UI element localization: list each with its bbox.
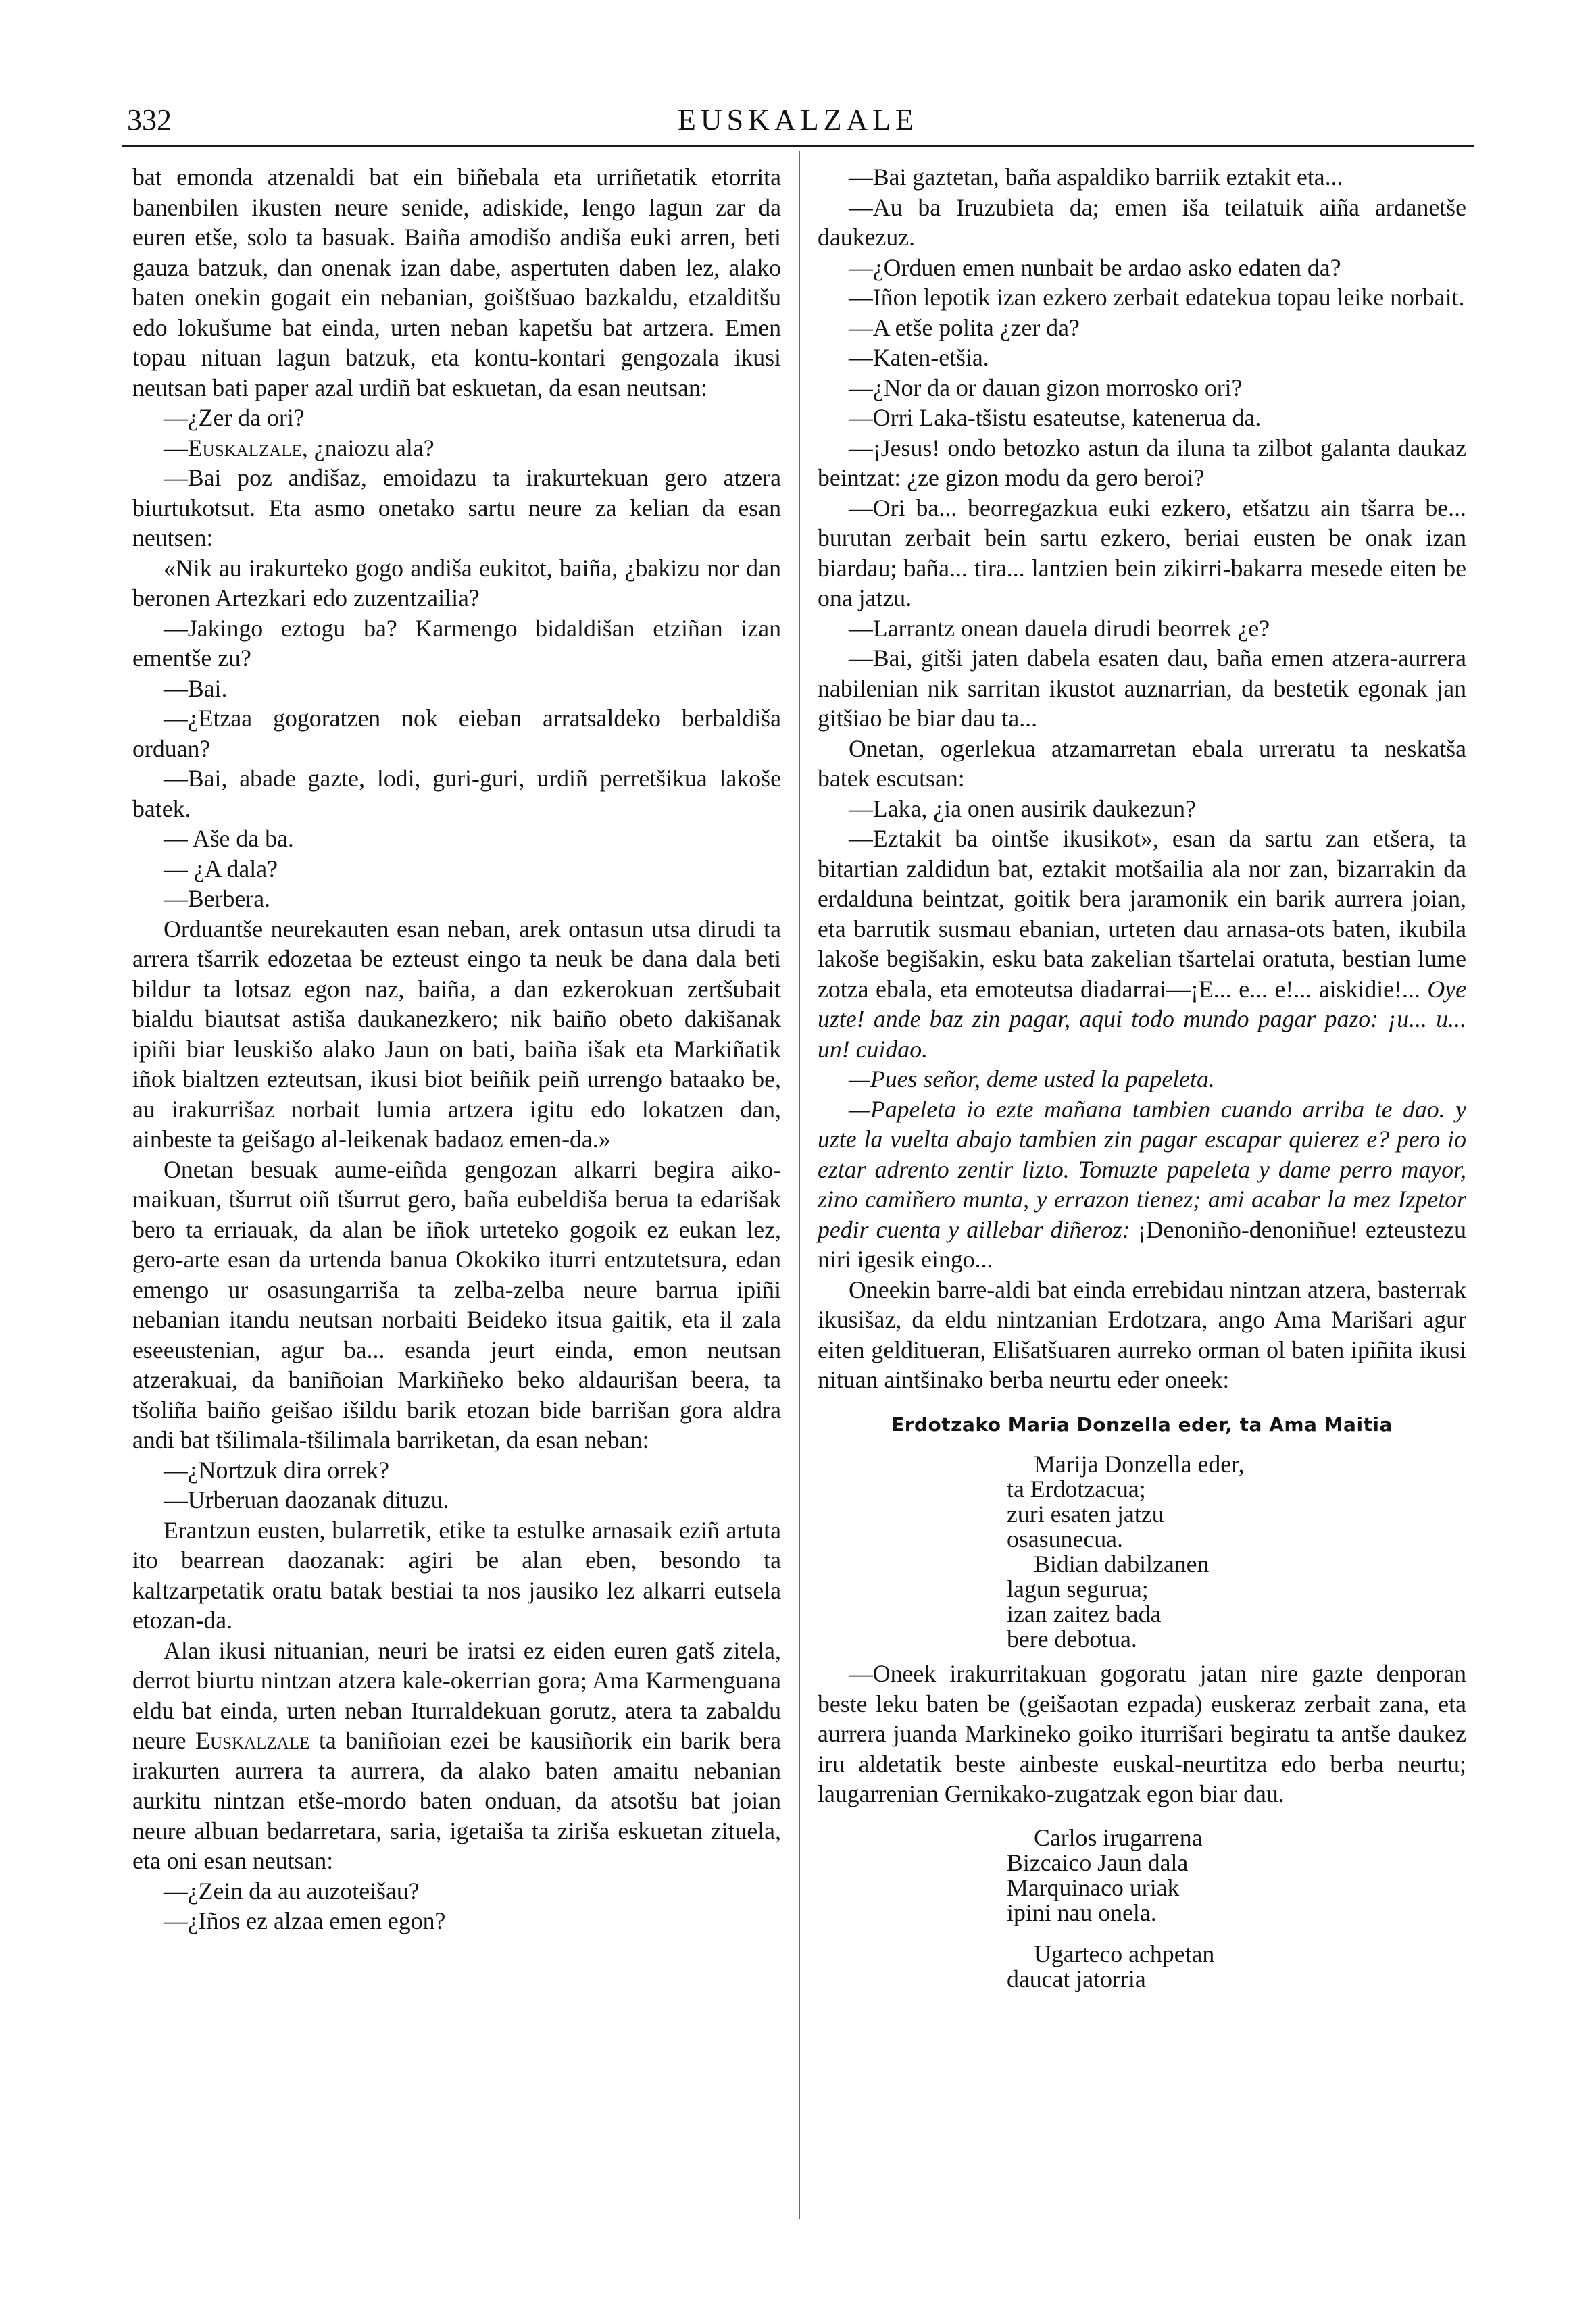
verse-line: Marquinaco uriak xyxy=(1007,1873,1180,1901)
paragraph xyxy=(818,824,1466,1064)
dialogue-line: —¿Orduen emen nunbait be ardao asko edaten da? xyxy=(849,253,1341,281)
dialogue-line xyxy=(132,433,781,463)
page-header xyxy=(122,100,1474,141)
verse-inscription-markina xyxy=(1007,1823,1466,1926)
verse-line: zuri esaten jatzu xyxy=(1007,1501,1164,1528)
dialogue-line: —Bai gaztetan, baña aspaldiko barriik eztakit eta... xyxy=(849,164,1343,191)
verse-line: daucat jatorria xyxy=(1007,1965,1146,1992)
header-rule xyxy=(122,145,1474,147)
verse-line: ta Erdotzacua; xyxy=(1007,1476,1146,1503)
paragraph xyxy=(132,1636,781,1876)
paragraph: Erantzun eusten, bularretik, etike ta estulke arnasaik eziñ artuta ito bearrean daozanak: agiri be alan eben, besondo ta kaltzarpetatik oratu batak bestiai ta nos jausiko lez alkarri eutsela etozan-da. xyxy=(132,1516,781,1634)
verse-inscription-ugarte xyxy=(1007,1942,1466,1992)
spanish-speech: —Papeleta io ezte mañana tambien cuando arriba te dao. y uzte la vuelta abajo tambien zin pagar escapar quierez e? pero io eztar adrento zentir lizto. Tomuzte papeleta y dame perro mayor, zino camiñero munta, y errazon tienez; ami acabar la mez Izpetor pedir cuenta y aillebar diñeroz: xyxy=(818,1095,1466,1243)
right-column xyxy=(818,162,1466,1998)
paragraph xyxy=(818,1095,1466,1275)
paragraph: «Nik au irakurteko gogo andiša eukitot, baiña, ¿bakizu nor dan beronen Artezkari edo zuzentzailia? xyxy=(132,554,781,611)
verse-inscription-erdotza xyxy=(1007,1452,1466,1652)
text-run: — xyxy=(164,434,188,461)
dialogue-line: —A etše polita ¿zer da? xyxy=(849,313,1080,341)
journal-name: Euskalzale xyxy=(195,1727,310,1754)
paragraph: Onetan besuak aume-eiñda gengozan alkarri begira aiko-maikuan, tšurrut oiñ tšurrut gero, baña eubeldiša berua ta edarišak bero ta erriauak, da alan be iñok urteteko gogoik ez eukan lez, gero-arte esan da urtenda banua Okokiko iturri entzutetsura, edan emengo ur osasungarriša ta zelba-zelba neure barrua ipiñi nebanian itandu neutsan norbaiti Beideko itsua gaitik, eta il zala eseeustenian, agur ba... esanda jeurt einda, emon neutsan atzerakuai, da baniñoian Markiñeko beko aldaurišan beera, ta tšoliña baiño geišao išildu barik etozan bide barrišan gora aldra andi bat tšilimala-tšilimala barriketan, da esan neban: xyxy=(132,1155,781,1453)
dialogue-line: — ¿A dala? xyxy=(164,855,278,882)
verse-line: Ugarteco achpetan xyxy=(1034,1940,1215,1967)
verse-line: bere debotua. xyxy=(1007,1626,1137,1653)
inscription-heading: Erdotzako Maria Donzella eder, ta Ama Maitia xyxy=(891,1413,1393,1436)
column-divider xyxy=(799,151,800,2219)
verse-line: ipini nau onela. xyxy=(1007,1898,1157,1926)
dialogue-line: —Berbera. xyxy=(164,885,271,912)
text-run: , ¿naiozu ala? xyxy=(301,434,434,461)
dialogue-line: —Bai. xyxy=(164,674,228,702)
verse-line: lagun segurua; xyxy=(1007,1576,1149,1603)
text-run: Alan ikusi nituanian, neuri be iratsi ez eiden euren gatš zitela, derrot biurtu nintzan atzera kale-okerrian gora; Ama Karmenguana eldu bat einda, urten neban Iturraldekuan gorutz, atera ta zabaldu neure xyxy=(132,1636,781,1754)
dialogue-line: —Laka, ¿ia onen ausirik daukezun? xyxy=(849,795,1196,822)
verse-line: izan zaitez bada xyxy=(1007,1601,1162,1628)
dialogue-line: —Larrantz onean dauela dirudi beorrek ¿e? xyxy=(849,614,1270,642)
dialogue-line: —¿Zein da au auzoteišau? xyxy=(164,1877,420,1905)
verse-line: Marija Donzella eder, xyxy=(1034,1451,1245,1478)
dialogue-line: —¿Nortzuk dira orrek? xyxy=(164,1456,389,1484)
dialogue-line: —¿Etzaa gogoratzen nok eieban arratsaldeko berbaldiša orduan? xyxy=(132,705,781,762)
dialogue-line: —Iñon lepotik izan ezkero zerbait edatekua topau leike norbait. xyxy=(849,284,1465,311)
dialogue-line: — Aše da ba. xyxy=(164,825,294,852)
left-column xyxy=(132,162,781,1936)
dialogue-line: —Bai, abade gazte, lodi, guri-guri, urdiñ perretšikua lakoše batek. xyxy=(132,765,781,822)
dialogue-line: —Bai, gitši jaten dabela esaten dau, baña emen atzera-aurrera nabilenian nik sarritan ikustot auznarrian, da bestetik egonak jan gitšiao be biar dau ta... xyxy=(818,645,1466,732)
running-title: EUSKALZALE xyxy=(678,103,918,136)
journal-name: Euskalzale xyxy=(187,434,302,461)
dialogue-line: —Orri Laka-tšistu esateutse, katenerua da. xyxy=(849,404,1262,431)
dialogue-line: —¿Nor da or dauan gizon morrosko ori? xyxy=(849,374,1243,401)
paragraph: Oneekin barre-aldi bat einda errebidau nintzan atzera, basterrak ikusišaz, da eldu nintzanian Erdotzara, ango Ama Marišari agur eiten gelditueran, Elišatšuaren aurreko orman ol baten ipiñita ikusi nituan aintšinako berba neurtu eder oneek: xyxy=(818,1276,1466,1393)
dialogue-line: —¿Zer da ori? xyxy=(164,404,305,431)
spanish-speech: —Pues señor, deme usted la papeleta. xyxy=(849,1065,1215,1092)
dialogue-line: —¡Jesus! ondo betozko astun da iluna ta zilbot galanta daukaz beintzat: ¿ze gizon modu da gero beroi? xyxy=(818,434,1466,491)
paragraph: Orduantše neurekauten esan neban, arek ontasun utsa dirudi ta arrera tšarrik edozetaa be ezteust eingo ta neuk be dana dala beti bildur ta lotsaz egon naz, baiña, a dan ezkerokuan zertšubait bialdu biautsat astiša daukanezkero; nik baiño obeto dakišanak ipiñi biar leuskišo alako Jaun on bati, baiña išak eta Markiñatik iñok bialtzen ezteutsan, ikusi biot beiñik peiñ urrengo bataako be, au irakurrišaz norbait lumia artzera igitu edo lokatzen dan, ainbeste ta geišago al-leikenak badaoz emen-da.» xyxy=(132,915,781,1153)
text-run: ¡Denoniño-denoniñue! ezteustezu niri igesik eingo... xyxy=(818,1215,1466,1273)
text-run: ta baniñoian ezei be kausiñorik ein barik bera irakurten aurrera ta aurrera, da alako baten amaitu nebanian aurkitu nintzan etše-mordo baten onduan, da atsotšu bat joian neure albuan bedarretara, saria, igetaiša ta ziriša eskuetan zituela, eta oni esan neutsan: xyxy=(132,1727,781,1874)
paragraph: —Bai poz andišaz, emoidazu ta irakurtekuan gero atzera biurtukotsut. Eta asmo onetako sartu neure za kelian da esan neutsen: xyxy=(132,464,781,551)
text-run: —Eztakit ba ointše ikusikot», esan da sartu zan etšera, ta bitartian zaldidun bat, eztakit motšailia ala nor zan, bizarrakin da erdalduna beintzat, goitik bera jaramonik ein barik aurrera joian, eta barrutik susmau ebanian, urteten dau arnasa-ots baten, ikubila lakoše begišakin, esku bata zakelian tšartelai oratuta, bestian lume zotza ebala, eta emoteutsa diadarrai—¡E... e... e!... aiskidie!... xyxy=(818,825,1466,1003)
dialogue-line: —Jakingo eztogu ba? Karmengo bidaldišan etziñan izan ementše zu? xyxy=(132,614,781,672)
verse-line: Carlos irugarrena xyxy=(1034,1823,1203,1851)
spanish-speech: Oye uzte! ande baz zin pagar, aqui todo mundo pagar pazo: ¡u... u... un! cuidao. xyxy=(818,975,1467,1063)
paragraph: Onetan, ogerlekua atzamarretan ebala urreratu ta neskatša batek escutsan: xyxy=(818,734,1466,792)
dialogue-line: —Ori ba... beorregazkua euki ezkero, etšatzu ain tšarra be... burutan zerbait bein sartu ezkero, beriai eusten be onak izan biardau; baña... tira... lantzien bein zikirri-bakarra mesede eiten be ona jatzu. xyxy=(818,494,1466,611)
paragraph: —Oneek irakurritakuan gogoratu jatan nire gazte denporan beste leku baten be (geišaotan ezpada) euskeraz zerbait zana, eta aurrera juanda Markineko goiko iturrišari begiratu ta antše daukez iru aldetatik beste ainbeste euskal-neurtitza edo berba neurtu; laugarrenian Gernikako-zugatzak egon biar dau. xyxy=(818,1660,1466,1807)
dialogue-line: —Urberuan daozanak dituzu. xyxy=(164,1486,449,1513)
verse-line: osasunecua. xyxy=(1007,1526,1123,1553)
verse-line: Bizcaico Jaun dala xyxy=(1007,1848,1189,1876)
page-number: 332 xyxy=(127,103,172,136)
paragraph: bat emonda atzenaldi bat ein biñebala eta urriñetatik etorrita banenbilen ikusten neure senide, adiskide, lengo lagun zar da euren etše, solo ta basuak. Baiña amodišo andiša euki arren, beti gauza batzuk, dan onenak izan dabe, aspertuten daben lez, alako baten onekin gogait ein nebanian, goištšuao bazkaldu, etzalditšu edo lokušume bat einda, urten neban kapetšu bat artzera. Emen topau nituan lagun batzuk, eta kontu-kontari gengozala ikusi neutsan bati paper azal urdiñ bat eskuetan, da esan neutsan: xyxy=(132,164,781,401)
dialogue-line: —Au ba Iruzubieta da; emen iša teilatuik aiña ardanetše daukezuz. xyxy=(818,193,1466,251)
verse-line: Bidian dabilzanen xyxy=(1034,1551,1210,1578)
dialogue-line: —Katen-etšia. xyxy=(849,344,989,371)
dialogue-line: —¿Iños ez alzaa emen egon? xyxy=(164,1907,446,1934)
